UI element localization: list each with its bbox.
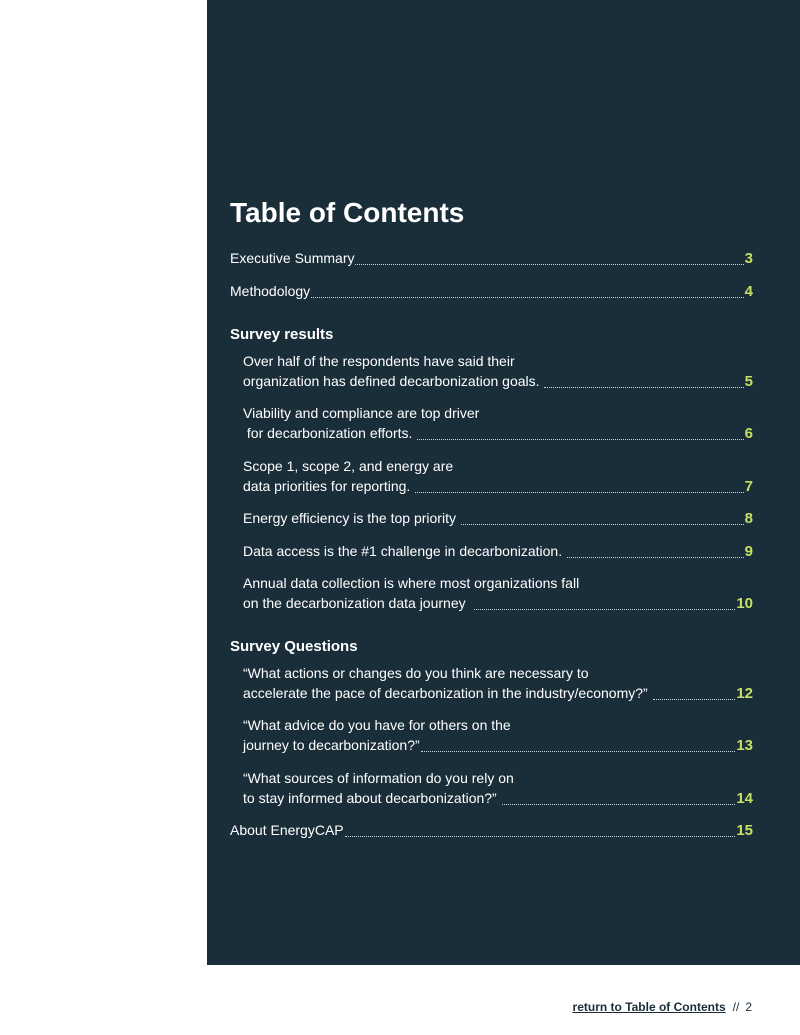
toc-entry-label: About EnergyCAP xyxy=(230,822,344,838)
toc-page-number: 12 xyxy=(736,685,753,702)
toc-entry-label: data priorities for reporting. xyxy=(243,478,415,494)
toc-page-number: 5 xyxy=(744,373,753,390)
toc-entry-label: to stay informed about decarbonization?” xyxy=(243,790,501,806)
toc-entry-label: Energy efficiency is the top priority xyxy=(243,510,460,526)
toc-page-number: 4 xyxy=(744,283,753,300)
toc-entry-label: journey to decarbonization?” xyxy=(243,737,420,753)
toc-page-number: 9 xyxy=(744,543,753,560)
toc-page-number: 6 xyxy=(744,425,753,442)
toc-entry-label-line1: Viability and compliance are top driver xyxy=(243,405,480,421)
toc-page-number: 8 xyxy=(744,510,753,527)
page-title: Table of Contents xyxy=(230,197,465,228)
dot-leader xyxy=(474,609,735,610)
toc-entry-executive-summary[interactable] xyxy=(230,248,753,269)
dot-leader xyxy=(544,387,743,388)
toc-page-number: 3 xyxy=(744,250,753,267)
toc-entry-label: accelerate the pace of decarbonization in the industry/economy?” xyxy=(243,685,652,701)
page-footer xyxy=(573,998,752,1016)
toc-entry-label-line1: Annual data collection is where most organizations fall xyxy=(243,575,580,591)
dot-leader xyxy=(355,264,743,265)
dot-leader xyxy=(415,492,743,493)
toc-entry-about-energycap[interactable] xyxy=(230,820,753,841)
toc-entry-label-line1: “What actions or changes do you think are necessary to xyxy=(243,665,589,681)
toc-entry-label-line1: “What sources of information do you rely on xyxy=(243,770,514,786)
toc-entry-label: on the decarbonization data journey xyxy=(243,595,474,611)
toc-page-number: 7 xyxy=(744,478,753,495)
dot-leader xyxy=(502,804,736,805)
toc-page-number: 15 xyxy=(736,822,753,839)
toc-entry-energy-efficiency[interactable] xyxy=(243,508,753,529)
toc-page-number: 10 xyxy=(736,595,753,612)
dot-leader xyxy=(345,836,736,837)
toc-entry-label: Data access is the #1 challenge in decarbonization. xyxy=(243,543,566,559)
toc-entry-label: for decarbonization efforts. xyxy=(243,425,417,441)
section-heading-survey-results: Survey results xyxy=(230,326,334,343)
toc-entry-methodology[interactable] xyxy=(230,281,753,302)
dot-leader xyxy=(653,699,736,700)
toc-entry-viability-compliance[interactable] xyxy=(243,403,753,444)
toc-entry-annual-data-collection[interactable] xyxy=(243,573,753,614)
toc-entry-label-line1: Over half of the respondents have said their xyxy=(243,353,515,369)
dot-leader xyxy=(417,439,743,440)
toc-entry-question-actions[interactable] xyxy=(243,663,753,704)
toc-entry-label: organization has defined decarbonization goals. xyxy=(243,373,544,389)
dot-leader xyxy=(421,751,736,752)
toc-entry-data-access[interactable] xyxy=(243,541,753,562)
dot-leader xyxy=(311,297,743,298)
toc-entry-label: Methodology xyxy=(230,283,311,299)
page-number: 2 xyxy=(745,1000,752,1014)
dot-leader xyxy=(567,557,744,558)
toc-page-number: 14 xyxy=(736,790,753,807)
dot-leader xyxy=(461,524,744,525)
toc-entry-label-line1: “What advice do you have for others on the xyxy=(243,717,511,733)
toc-entry-question-advice[interactable] xyxy=(243,715,753,756)
return-to-toc-link[interactable]: return to Table of Contents xyxy=(572,1000,726,1014)
footer-separator: // xyxy=(732,1000,740,1014)
toc-entry-scope-priorities[interactable] xyxy=(243,456,753,497)
toc-entry-label-line1: Scope 1, scope 2, and energy are xyxy=(243,458,454,474)
toc-entry-label: Executive Summary xyxy=(230,250,355,266)
toc-entry-question-sources[interactable] xyxy=(243,768,753,809)
toc-page-number: 13 xyxy=(736,737,753,754)
toc-entry-decarbonization-goals[interactable] xyxy=(243,351,753,392)
section-heading-survey-questions: Survey Questions xyxy=(230,638,358,655)
